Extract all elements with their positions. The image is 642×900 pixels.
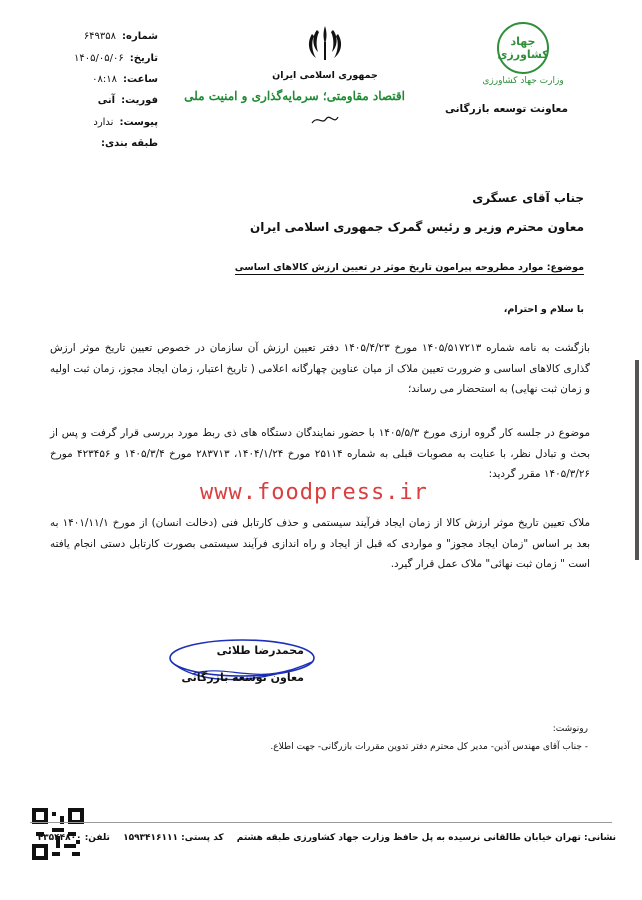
paragraph-3: ملاک تعیین تاریخ موثر ارزش کالا از زمان ایجاد فرآیند سیستمی و حذف کارتابل فنی (دخالت انسان) از مورخ ۱۴۰۱/۱۱/۱ به بعد بر اساس "زمان ایجاد مجوز" و مواردی که قبل از ایجاد و راه اندازی فرآیند سیستمی بصورت کارتابل دستی انجام یافته است " زمان ثبت نهائی" ملاک عمل قرار گیرد. (50, 517, 591, 570)
signature-block (162, 634, 322, 696)
cc-line: - جناب آقای مهندس آذین- مدیر کل محترم دفتر تدوین مقررات بازرگانی- جهت اطلاع. (270, 742, 588, 752)
recipient-title: معاون محترم وزیر و رئیس گمرک جمهوری اسلامی ایران (250, 220, 584, 234)
republic-title: جمهوری اسلامی ایران (272, 70, 378, 81)
letter-meta (18, 26, 158, 154)
republic-emblem-block (184, 22, 405, 131)
small-signature-icon (310, 113, 340, 127)
letter-subject: موضوع: موارد مطروحه پیرامون تاریخ موثر در تعیین ارزش کالاهای اساسی (234, 262, 584, 273)
watermark: www.foodpress.ir (200, 480, 428, 505)
meta-urgency: فوریت: آنی (97, 95, 158, 107)
footer (28, 833, 616, 843)
footer-postal: کد پستی: ۱۵۹۳۴۱۶۱۱۱ (123, 833, 224, 843)
ministry-seal-icon (497, 22, 549, 74)
meta-classification: طبقه بندی: (100, 138, 158, 150)
paragraph-1: بازگشت به نامه شماره ۱۴۰۵/۵۱۷۲۱۳ مورخ ۱۴۰۵/۴/۲۳ دفتر تعیین ارزش آن سازمان در خصوص تعیین تاریخ موثر ارزش گذاری کالاهای اساسی و ضرورت تعیین ملاک از میان عناوین چهارگانه اعلامی ( تاریخ اعتبار، زمان ایجاد مجوز، زمان ثبت اولیه و زمان ثبت نهایی) به استحضار می رساند؛ (50, 342, 590, 395)
deputy-office: معاونت توسعه بازرگانی (444, 103, 568, 115)
scrollbar[interactable] (635, 360, 639, 560)
footer-divider (30, 822, 612, 823)
meta-time: ساعت: ۰۸:۱۸ (92, 73, 158, 85)
footer-phone: تلفن: ۴۳۵۴۴۸۰۰ (37, 833, 110, 843)
meta-attachment: پیوست: ندارد (93, 116, 158, 128)
paragraph-2: موضوع در جلسه کار گروه ارزی مورخ ۱۴۰۵/۵/۳ با حضور نمایندگان دستگاه های ذی ربط مورد بررسی قرار گرفت و پس از بحث و تبادل نظر، با عنایت به مصوبات قبلی به شماره ۲۵۱۱۴ مورخ ۱۴۰۴/۱/۲۴، ۲۸۳۷۱۳ مورخ ۱۴۰۵/۳/۴ و ۴۲۳۴۵۶ مورخ ۱۴۰۵/۳/۲۶ مقرر گردید: (50, 427, 591, 480)
slogan: اقتصاد مقاومتی؛ سرمایه‌گذاری و امنیت ملی (184, 89, 405, 103)
iran-emblem-icon (303, 22, 347, 66)
meta-number: شماره: ۶۴۹۳۵۸ (83, 31, 158, 43)
recipient-name: جناب آقای عسگری (472, 191, 584, 205)
ministry-name: وزارت جهاد کشاورزی (482, 76, 564, 86)
ministry-seal-text: جهاد کشاورزی (497, 35, 549, 61)
cc-title: رونوشت: (552, 724, 588, 734)
ministry-logo-block (478, 22, 568, 86)
signer-name: محمدرضا طلائی (216, 644, 304, 657)
meta-date: تاریخ: ۱۴۰۵/۰۵/۰۶ (74, 52, 158, 64)
greeting: با سلام و احترام، (503, 304, 584, 315)
signer-title: معاون توسعه بازرگانی (181, 671, 304, 684)
footer-address: نشانی: تهران خیابان طالقانی نرسیده به پل حافظ وزارت جهاد کشاورزی طبقه هشتم (236, 833, 616, 843)
